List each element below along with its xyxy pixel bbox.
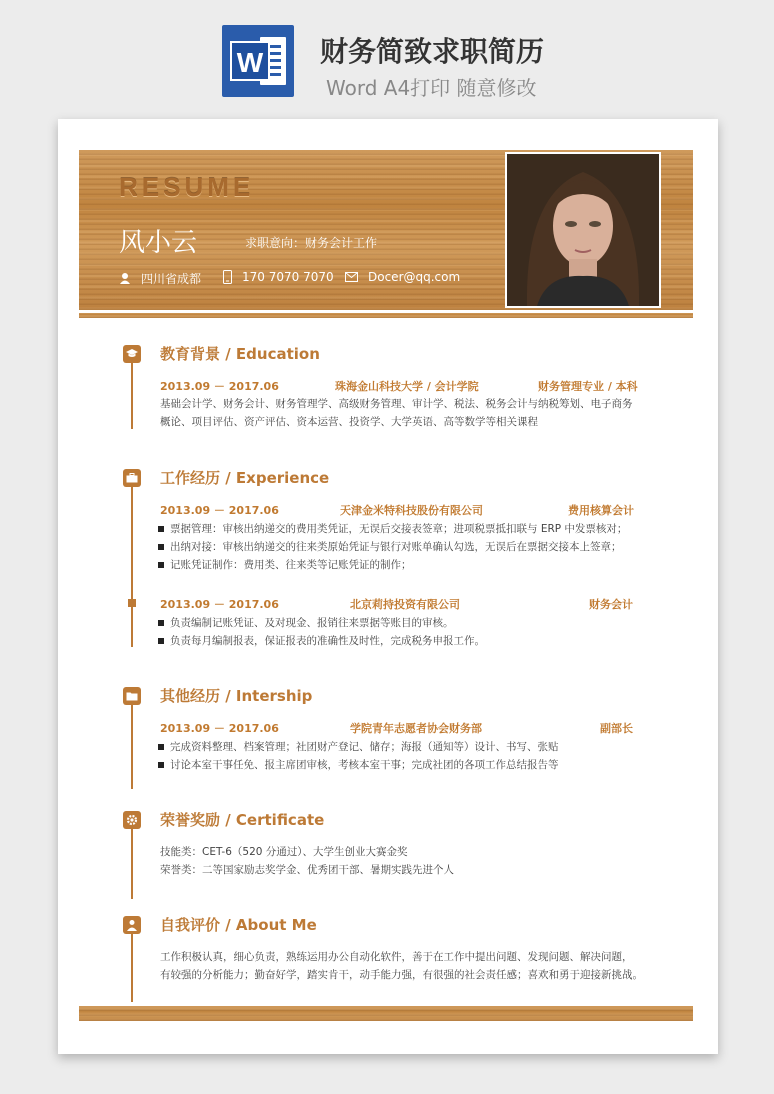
job-role: 费用核算会计 xyxy=(568,504,634,517)
certificate-title: 荣誉奖励 / Certificate xyxy=(160,811,325,829)
email-text: Docer@qq.com xyxy=(368,270,461,284)
contact-location xyxy=(119,270,201,287)
job-intent: 求职意向：财务会计工作 xyxy=(245,236,378,250)
person-icon xyxy=(119,272,131,285)
internship-date: 2013.09 － 2017.06 xyxy=(160,722,279,735)
job-role: 财务会计 xyxy=(589,598,633,611)
footer-bar xyxy=(79,1006,693,1021)
about-text xyxy=(160,948,680,984)
resume-page xyxy=(58,119,718,1054)
course-line: 基础会计学、财务会计、财务管理学、高级财务管理、审计学、税法、税务会计与纳税筹划、电子商务 xyxy=(160,398,633,410)
timeline-marker xyxy=(128,599,136,607)
internship-bullet: 完成资料整理、档案管理；社团财产登记、储存；海报（通知等）设计、书写、张贴 xyxy=(170,741,559,753)
course-line: 概论、项目评估、资产评估、资本运营、投资学、大学英语、高等数学等相关课程 xyxy=(160,416,538,428)
word-logo-icon xyxy=(222,25,294,97)
job-bullet: 负责每月编制报表，保证报表的准确性及时性，完成税务申报工作。 xyxy=(170,635,485,647)
education-school: 珠海金山科技大学 / 会计学院 xyxy=(335,380,479,393)
contact-phone xyxy=(223,270,334,284)
header-divider xyxy=(79,313,693,318)
job-company: 天津金米特科技股份有限公司 xyxy=(340,504,483,517)
job-bullet: 记账凭证制作：费用类、往来类等记账凭证的制作； xyxy=(170,559,412,571)
job-bullet: 出纳对接：审核出纳递交的往来类原始凭证与银行对账单确认勾选，无误后在票据交接本上签章； xyxy=(170,541,622,553)
word-letter: W xyxy=(230,41,270,81)
certificate-list xyxy=(160,843,660,879)
certificate-line: 荣誉类：二等国家励志奖学金、优秀团干部、暑期实践先进个人 xyxy=(160,864,454,876)
profile-photo xyxy=(505,152,661,308)
education-date: 2013.09 － 2017.06 xyxy=(160,380,279,393)
banner-title: 财务简致求职简历 xyxy=(320,35,545,68)
job-date: 2013.09 － 2017.06 xyxy=(160,598,279,611)
location-text: 四川省成都 xyxy=(141,272,202,286)
education-title: 教育背景 / Education xyxy=(160,345,320,363)
about-line: 有较强的分析能力；勤奋好学，踏实肯干，动手能力强，有很强的社会责任感；喜欢和勇于迎接新挑战。 xyxy=(160,969,643,981)
timeline-line xyxy=(131,829,133,899)
timeline-line xyxy=(131,487,133,647)
banner-subtitle: Word A4打印 随意修改 xyxy=(326,76,537,100)
resume-header xyxy=(79,150,693,310)
certificate-line: 技能类：CET-6（520 分通过）、大学生创业大赛金奖 xyxy=(160,846,408,858)
internship-org: 学院青年志愿者协会财务部 xyxy=(350,722,482,735)
internship-title: 其他经历 / Intership xyxy=(160,687,313,705)
experience-title: 工作经历 / Experience xyxy=(160,469,330,487)
job-bullet: 票据管理：审核出纳递交的费用类凭证，无误后交接表签章；进项税票抵扣联与 ERP 中发票核对； xyxy=(170,523,628,535)
person-icon xyxy=(123,916,141,934)
job-company: 北京莉持投资有限公司 xyxy=(350,598,460,611)
mail-icon xyxy=(345,272,358,282)
education-courses xyxy=(160,395,660,431)
top-banner xyxy=(0,0,774,115)
folder-icon xyxy=(123,687,141,705)
gear-icon xyxy=(123,811,141,829)
resume-heading: RESUME xyxy=(119,172,255,202)
timeline-line xyxy=(131,934,133,1002)
briefcase-icon xyxy=(123,469,141,487)
portrait-image xyxy=(507,154,659,306)
about-title: 自我评价 / About Me xyxy=(160,916,317,934)
timeline-line xyxy=(131,705,133,789)
phone-icon xyxy=(223,270,232,284)
timeline-line xyxy=(131,363,133,429)
phone-text: 170 7070 7070 xyxy=(242,270,334,284)
job-date: 2013.09 － 2017.06 xyxy=(160,504,279,517)
graduation-cap-icon xyxy=(123,345,141,363)
about-line: 工作积极认真，细心负责，熟练运用办公自动化软件，善于在工作中提出问题、发现问题、解决问题， xyxy=(160,951,633,963)
job-bullet: 负责编制记账凭证、及对现金、报销往来票据等账目的审核。 xyxy=(170,617,454,629)
internship-bullet: 讨论本室干事任免、报主席团审核，考核本室干事；完成社团的各项工作总结报告等 xyxy=(170,759,559,771)
candidate-name: 风小云 xyxy=(119,228,198,258)
education-major: 财务管理专业 / 本科 xyxy=(538,380,638,393)
contact-email xyxy=(345,270,460,284)
internship-role: 副部长 xyxy=(600,722,633,735)
